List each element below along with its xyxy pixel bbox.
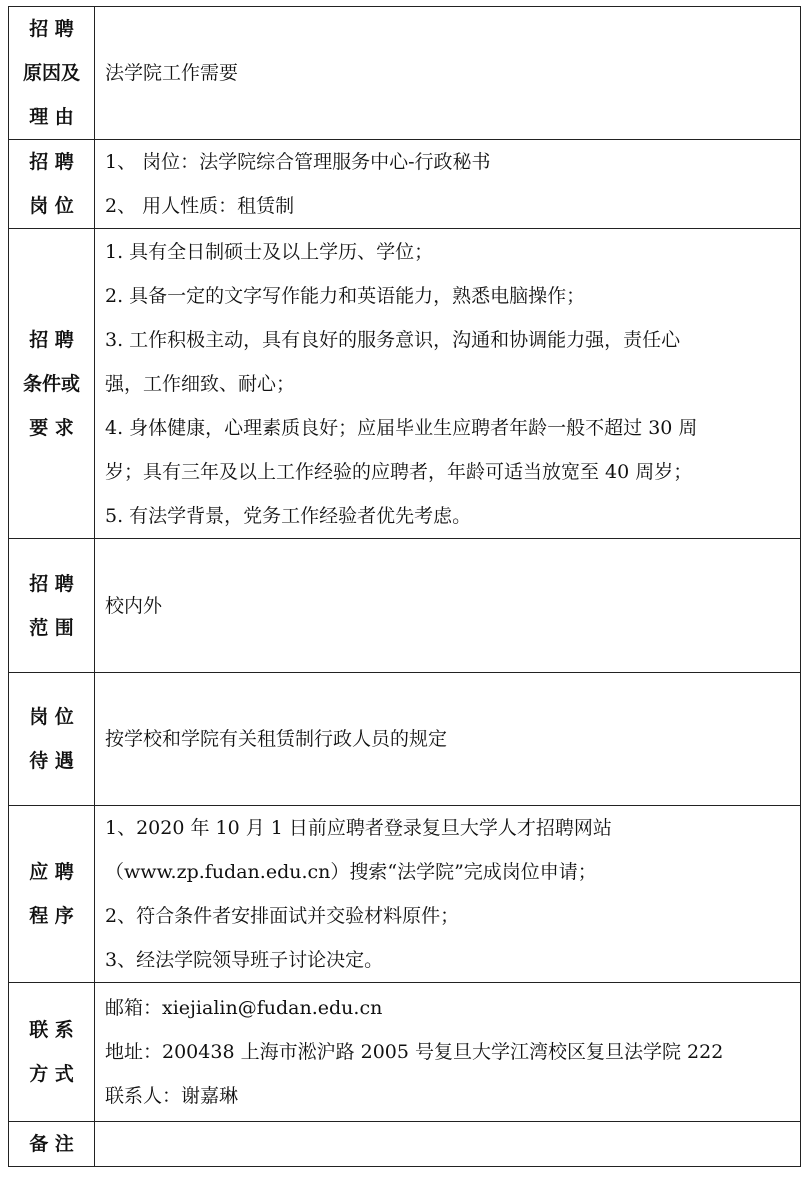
row-content-procedure xyxy=(95,806,801,983)
label-line: 联 系 xyxy=(29,1019,74,1041)
table-row-scope xyxy=(9,539,801,673)
row-label-reason xyxy=(9,7,95,140)
table-row-requirements xyxy=(9,229,801,539)
content-line: 2、符合条件者安排面试并交验材料原件； xyxy=(105,905,460,927)
label-line: 待 遇 xyxy=(29,750,74,772)
row-content-position xyxy=(95,140,801,229)
table-row-position xyxy=(9,140,801,229)
row-label-benefits xyxy=(9,673,95,806)
label-line: 范 围 xyxy=(29,616,74,639)
content-line: 5. 有法学背景，党务工作经验者优先考虑。 xyxy=(105,504,472,527)
label-line: 要 求 xyxy=(29,416,74,439)
table-row-procedure xyxy=(9,806,801,983)
label-line: 招 聘 xyxy=(29,151,74,173)
row-label-remarks xyxy=(9,1122,95,1167)
label-line: 备 注 xyxy=(29,1133,74,1155)
row-label-contact xyxy=(9,983,95,1122)
content-line: 4. 身体健康，心理素质良好；应届毕业生应聘者年龄一般不超过 30 周 xyxy=(105,416,698,439)
content-line: 邮箱：xiejialin@fudan.edu.cn xyxy=(105,997,383,1019)
label-line: 程 序 xyxy=(29,905,74,927)
row-content-benefits xyxy=(95,673,801,806)
table-row-remarks xyxy=(9,1122,801,1167)
content-line: 岁；具有三年及以上工作经验的应聘者，年龄可适当放宽至 40 周岁； xyxy=(105,460,693,483)
content-line: 按学校和学院有关租赁制行政人员的规定 xyxy=(105,728,448,750)
content-line: 2、 用人性质：租赁制 xyxy=(105,195,295,217)
label-line: 应 聘 xyxy=(29,861,74,883)
content-line: 1. 具有全日制硕士及以上学历、学位； xyxy=(105,240,434,263)
row-label-scope xyxy=(9,539,95,673)
content-line: 联系人：谢嘉琳 xyxy=(105,1085,239,1107)
label-line: 理 由 xyxy=(29,106,74,128)
row-label-requirements xyxy=(9,229,95,539)
row-content-requirements xyxy=(95,229,801,539)
content-line: 法学院工作需要 xyxy=(105,62,239,84)
label-line: 原因及 xyxy=(22,62,80,84)
content-line: 校内外 xyxy=(105,594,163,617)
content-line: 地址：200438 上海市淞沪路 2005 号复旦大学江湾校区复旦法学院 222 xyxy=(105,1041,724,1063)
row-content-reason xyxy=(95,7,801,140)
content-line: 1、2020 年 10 月 1 日前应聘者登录复旦大学人才招聘网站 xyxy=(105,817,612,839)
content-line: 1、 岗位：法学院综合管理服务中心-行政秘书 xyxy=(105,151,491,173)
content-line: 强，工作细致、耐心； xyxy=(105,372,296,395)
label-line: 条件或 xyxy=(22,372,80,395)
content-line: 3. 工作积极主动，具有良好的服务意识，沟通和协调能力强，责任心 xyxy=(105,328,681,351)
label-line: 招 聘 xyxy=(29,572,74,595)
label-line: 招 聘 xyxy=(29,18,74,40)
table-row-reason xyxy=(9,7,801,140)
table-row-contact xyxy=(9,983,801,1122)
content-line: （www.zp.fudan.edu.cn）搜索“法学院”完成岗位申请； xyxy=(105,861,597,883)
row-content-scope xyxy=(95,539,801,673)
label-line: 招 聘 xyxy=(29,328,74,351)
label-line: 方 式 xyxy=(29,1063,74,1085)
content-line: 3、经法学院领导班子讨论决定。 xyxy=(105,949,384,971)
label-line: 岗 位 xyxy=(29,195,74,217)
content-line: 2. 具备一定的文字写作能力和英语能力，熟悉电脑操作； xyxy=(105,284,586,307)
row-content-remarks xyxy=(95,1122,801,1167)
recruitment-table xyxy=(8,6,801,1167)
row-content-contact xyxy=(95,983,801,1122)
row-label-procedure xyxy=(9,806,95,983)
row-label-position xyxy=(9,140,95,229)
label-line: 岗 位 xyxy=(29,706,74,728)
table-row-benefits xyxy=(9,673,801,806)
